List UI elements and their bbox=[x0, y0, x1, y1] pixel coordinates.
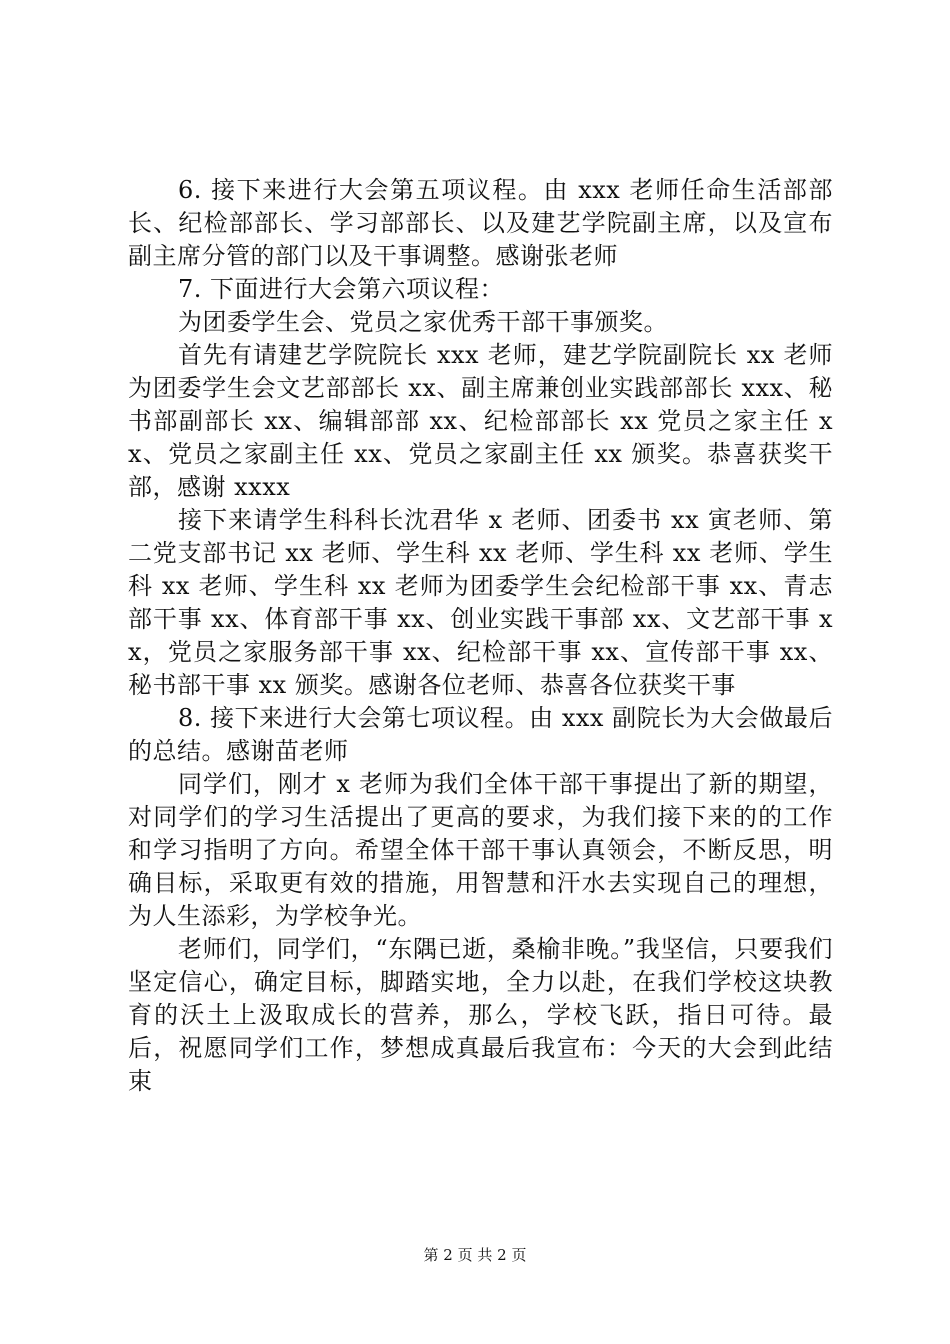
paragraph-closing: 老师们，同学们，“东隅已逝，桑榆非晚。”我坚信，只要我们坚定信心，确定目标，脚踏实地，全力以赴，在我们学校这块教育的沃土上汲取成长的营养，那么，学校飞跃，指日可待。最后，祝愿同学们工作，梦想成真最后我宣布：今天的大会到此结束 bbox=[128, 935, 833, 1095]
paragraph-item-6: 6. 接下来进行大会第五项议程。由 xxx 老师任命生活部部长、纪检部部长、学习部部长、以及建艺学院副主席，以及宣布副主席分管的部门以及干事调整。感谢张老师 bbox=[128, 176, 833, 270]
document-body bbox=[128, 174, 833, 1098]
paragraph-item-8: 8. 接下来进行大会第七项议程。由 xxx 副院长为大会做最后的总结。感谢苗老师 bbox=[128, 704, 833, 765]
paragraph-students-address: 同学们，刚才 x 老师为我们全体干部干事提出了新的期望，对同学们的学习生活提出了更高的要求，为我们接下来的的工作和学习指明了方向。希望全体干部干事认真领会，不断反思，明确目标，采取更有效的措施，用智慧和汗水去实现自己的理想，为人生添彩，为学校争光。 bbox=[128, 770, 833, 930]
paragraph-item-7: 7. 下面进行大会第六项议程： bbox=[178, 275, 505, 303]
page-number-footer: 第 2 页 共 2 页 bbox=[423, 1246, 527, 1264]
paragraph-award-leaders: 首先有请建艺学院院长 xxx 老师，建艺学院副院长 xx 老师为团委学生会文艺部部长 xx、副主席兼创业实践部部长 xxx、秘书部副部长 xx、编辑部部 xx、纪检部部长 xx 党员之家主任 xx、党员之家副主任 xx、党员之家副主任 xx 颁奖。恭喜获奖干部，感谢 xxxx bbox=[128, 341, 833, 501]
paragraph-award-staff: 接下来请学生科科长沈君华 x 老师、团委书 xx 寅老师、第二党支部书记 xx 老师、学生科 xx 老师、学生科 xx 老师、学生科 xx 老师、学生科 xx 老师为团委学生会纪检部干事 xx、青志部干事 xx、体育部干事 xx、创业实践干事部 xx、文艺部干事 xx，党员之家服务部干事 xx、纪检部干事 xx、宣传部干事 xx、秘书部干事 xx 颁奖。感谢各位老师、恭喜各位获奖干事 bbox=[128, 506, 833, 699]
paragraph-award-intro: 为团委学生会、党员之家优秀干部干事颁奖。 bbox=[178, 308, 668, 336]
